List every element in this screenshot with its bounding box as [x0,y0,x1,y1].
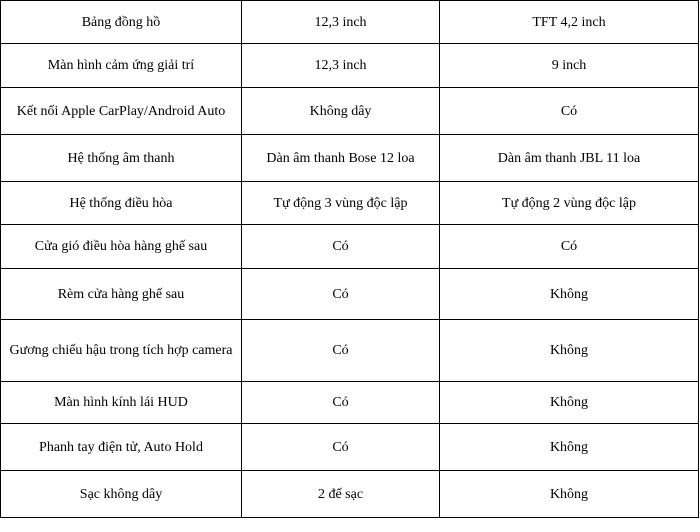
value-cell-1: Có [242,382,440,424]
feature-cell: Kết nối Apple CarPlay/Android Auto [1,88,242,135]
table-row [1,182,699,225]
value-cell-1: 12,3 inch [242,44,440,88]
value-cell-1: 2 đế sạc [242,471,440,518]
feature-cell: Màn hình kính lái HUD [1,382,242,424]
table-row [1,382,699,424]
value-cell-1: Tự động 3 vùng độc lập [242,182,440,225]
feature-cell: Màn hình cảm ứng giải trí [1,44,242,88]
table-row [1,471,699,518]
value-cell-1: Có [242,424,440,471]
value-cell-1: 12,3 inch [242,1,440,44]
value-cell-2: 9 inch [440,44,699,88]
table-row [1,88,699,135]
value-cell-2: Dàn âm thanh JBL 11 loa [440,135,699,182]
value-cell-1: Có [242,320,440,382]
value-cell-1: Có [242,225,440,269]
feature-cell: Hệ thống điều hòa [1,182,242,225]
table-row [1,269,699,320]
feature-cell: Sạc không dây [1,471,242,518]
value-cell-2: Không [440,424,699,471]
value-cell-1: Không dây [242,88,440,135]
value-cell-2: Tự động 2 vùng độc lập [440,182,699,225]
feature-cell: Bảng đồng hồ [1,1,242,44]
value-cell-2: Không [440,471,699,518]
table-row [1,320,699,382]
feature-cell: Phanh tay điện tử, Auto Hold [1,424,242,471]
value-cell-2: Có [440,88,699,135]
value-cell-2: Có [440,225,699,269]
table-row [1,135,699,182]
table-row [1,1,699,44]
feature-cell: Cửa gió điều hòa hàng ghế sau [1,225,242,269]
value-cell-2: Không [440,320,699,382]
feature-cell: Rèm cửa hàng ghế sau [1,269,242,320]
feature-cell: Gương chiếu hậu trong tích hợp camera [1,320,242,382]
table-row [1,424,699,471]
value-cell-2: TFT 4,2 inch [440,1,699,44]
table-row [1,225,699,269]
value-cell-2: Không [440,269,699,320]
table-row [1,44,699,88]
feature-cell: Hệ thống âm thanh [1,135,242,182]
value-cell-2: Không [440,382,699,424]
value-cell-1: Dàn âm thanh Bose 12 loa [242,135,440,182]
value-cell-1: Có [242,269,440,320]
